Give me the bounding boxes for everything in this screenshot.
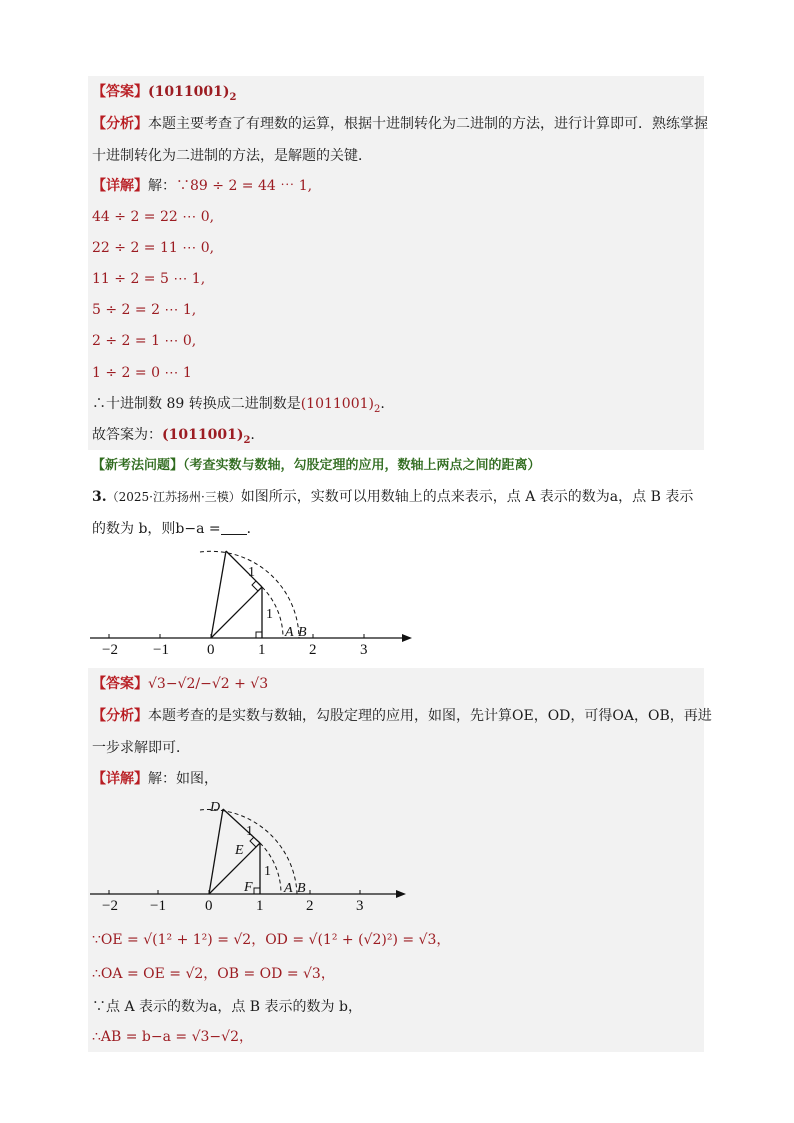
division-step: 2 ÷ 2 = 1 ⋯ 0, — [92, 333, 197, 349]
question-line-2 — [92, 519, 261, 539]
division-step: 44 ÷ 2 = 22 ⋯ 0, — [92, 209, 215, 225]
tick-label: −2 — [102, 642, 118, 658]
analysis-line-2: 一步求解即可． — [92, 740, 190, 756]
point-label-e: E — [235, 843, 244, 858]
analysis-line-2: 十进制转化为二进制的方法，是解题的关键． — [92, 148, 372, 164]
final-end: . — [250, 427, 255, 443]
analysis-text: 本题考查的是实数与数轴，勾股定理的应用，如图，先计算OE，OD，可得OA，OB，再进 — [148, 708, 712, 724]
division-step: ∵89 ÷ 2 = 44 ⋯ 1, — [176, 178, 313, 194]
right-angle-mark — [256, 632, 262, 638]
answer-line — [92, 82, 236, 108]
tick-label: −1 — [153, 642, 169, 658]
final-subscript: 2 — [243, 434, 251, 446]
side-label: 1 — [248, 565, 255, 580]
tick-label: 3 — [356, 898, 364, 914]
question-source: （2025·江苏扬州·三模） — [106, 490, 241, 504]
final-prefix: 故答案为： — [92, 427, 162, 443]
conclusion-subscript: 2 — [374, 403, 381, 415]
final-answer-line — [92, 425, 255, 451]
detail-label: 【详解】 — [92, 771, 148, 787]
tick-label: 0 — [205, 898, 213, 914]
answer-value: √3−√2/−√2 + √3 — [148, 676, 269, 692]
answer-subscript: 2 — [229, 91, 237, 103]
solution-line: ∴OA = OE = √2，OB = OD = √3， — [92, 966, 335, 982]
answer-value: (1011001) — [148, 84, 230, 100]
question-line-1 — [92, 487, 693, 507]
banner-text: （考查实数与数轴，勾股定理的应用，数轴上两点之间的距离） — [183, 458, 541, 473]
point-label-b: B — [298, 625, 307, 640]
axis-arrow — [402, 634, 412, 642]
division-step: 5 ÷ 2 = 2 ⋯ 1, — [92, 302, 197, 318]
analysis-line-1 — [92, 114, 708, 134]
conclusion-value: (1011001) — [300, 396, 374, 412]
tick-label: 0 — [207, 642, 215, 658]
detail-line — [92, 769, 218, 789]
tick-label: 3 — [360, 642, 368, 658]
detail-intro: 解：如图， — [148, 771, 218, 787]
answer-blank — [221, 520, 247, 535]
conclusion-line — [92, 394, 385, 420]
question-text: 的数为 b，则b−a = — [92, 521, 221, 537]
side-label: 1 — [266, 607, 273, 622]
tick-label: 2 — [306, 898, 314, 914]
banner-label: 【新考法问题】 — [92, 458, 184, 473]
detail-line — [92, 176, 312, 196]
analysis-label: 【分析】 — [92, 116, 148, 132]
segment-ed — [226, 551, 262, 587]
new-method-banner — [92, 456, 541, 476]
question-text: 如图所示，实数可以用数轴上的点来表示，点 A 表示的数为a，点 B 表示 — [240, 489, 694, 505]
detail-label: 【详解】 — [92, 178, 148, 194]
solution-line: ∴AB = b−a = √3−√2， — [92, 1029, 253, 1045]
tick-label: 2 — [309, 642, 317, 658]
solution-line: ∵OE = √(1² + 1²) = √2，OD = √(1² + (√2)²) = √3， — [92, 932, 451, 948]
division-step: 11 ÷ 2 = 5 ⋯ 1, — [92, 271, 206, 287]
point-label-d: D — [210, 800, 221, 815]
side-label: 1 — [246, 824, 253, 839]
division-step: 1 ÷ 2 = 0 ⋯ 1 — [92, 365, 192, 381]
tick-label: 1 — [258, 642, 266, 658]
question-number: 3. — [92, 489, 107, 505]
analysis-text: 本题主要考查了有理数的运算，根据十进制转化为二进制的方法，进行计算即可．熟练掌握 — [148, 116, 708, 132]
axis-arrow — [396, 890, 406, 898]
conclusion-end: . — [380, 396, 385, 412]
division-step: 22 ÷ 2 = 11 ⋯ 0, — [92, 240, 215, 256]
answer-label: 【答案】 — [92, 676, 148, 692]
point-label-a: A — [284, 881, 293, 896]
tick-label: −2 — [102, 898, 118, 914]
answer-line — [92, 674, 268, 694]
answer-label: 【答案】 — [92, 84, 148, 100]
right-angle-mark — [254, 888, 260, 894]
segment-ed — [223, 809, 260, 843]
number-line-figure-labeled — [88, 797, 418, 915]
question-end: ． — [246, 521, 261, 537]
conclusion-text: ∴十进制数 89 转换成二进制数是 — [92, 396, 301, 412]
point-label-b: B — [297, 881, 306, 896]
tick-label: −1 — [150, 898, 166, 914]
side-label: 1 — [264, 864, 271, 879]
number-line-figure — [88, 548, 418, 660]
solution-line: ∵点 A 表示的数为a，点 B 表示的数为 b， — [92, 999, 362, 1015]
point-label-f: F — [244, 880, 253, 895]
point-label-a: A — [285, 625, 294, 640]
tick-label: 1 — [256, 898, 264, 914]
final-value: (1011001) — [162, 427, 244, 443]
detail-intro: 解： — [148, 178, 176, 194]
analysis-label: 【分析】 — [92, 708, 148, 724]
analysis-line-1 — [92, 706, 712, 726]
